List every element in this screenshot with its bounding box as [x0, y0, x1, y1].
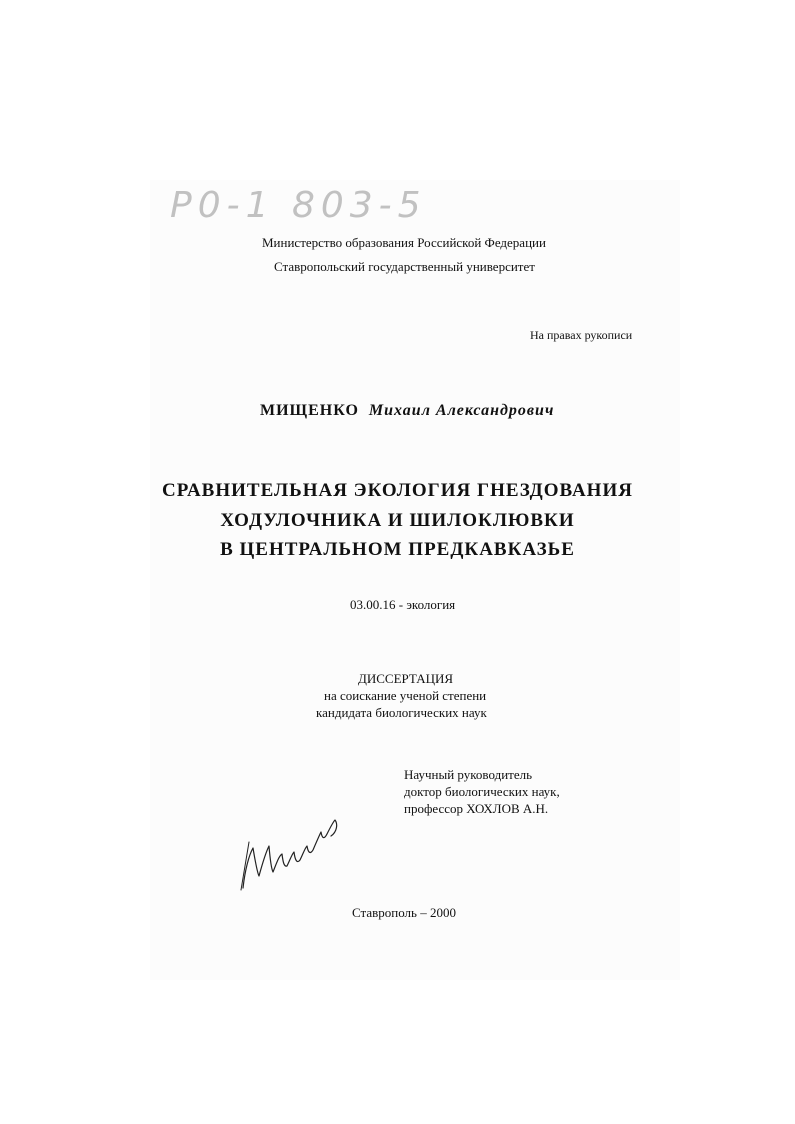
supervisor-degree: доктор биологических наук, — [404, 784, 560, 799]
title-line-3: В ЦЕНТРАЛЬНОМ ПРЕДКАВКАЗЬЕ — [220, 539, 575, 560]
supervisor-role: Научный руководитель — [404, 767, 533, 782]
author-given-names: Михаил Александрович — [368, 402, 555, 419]
author-name — [260, 403, 554, 419]
title-line-2: ХОДУЛОЧНИКА И ШИЛОКЛЮВКИ — [220, 510, 575, 531]
scanned-area — [150, 180, 680, 980]
author-surname: МИЩЕНКО — [260, 402, 359, 419]
dissertation-purpose: на соискание ученой степени — [324, 688, 487, 703]
manuscript-note: На правах рукописи — [530, 328, 633, 342]
specialty: 03.00.16 - экология — [350, 597, 456, 612]
dissertation-degree: кандидата биологических наук — [316, 705, 487, 720]
handwritten-signature — [235, 810, 345, 895]
dissertation-type: ДИССЕРТАЦИЯ — [358, 671, 454, 686]
university-line: Ставропольский государственный университет — [274, 259, 535, 274]
archive-stamp: Р0-1 803-5 — [170, 185, 427, 226]
ministry-line: Министерство образования Российской Федерации — [262, 235, 546, 250]
place-year: Ставрополь – 2000 — [352, 905, 456, 920]
supervisor-name: профессор ХОХЛОВ А.Н. — [404, 801, 549, 816]
title-line-1: СРАВНИТЕЛЬНАЯ ЭКОЛОГИЯ ГНЕЗДОВАНИЯ — [162, 480, 633, 501]
